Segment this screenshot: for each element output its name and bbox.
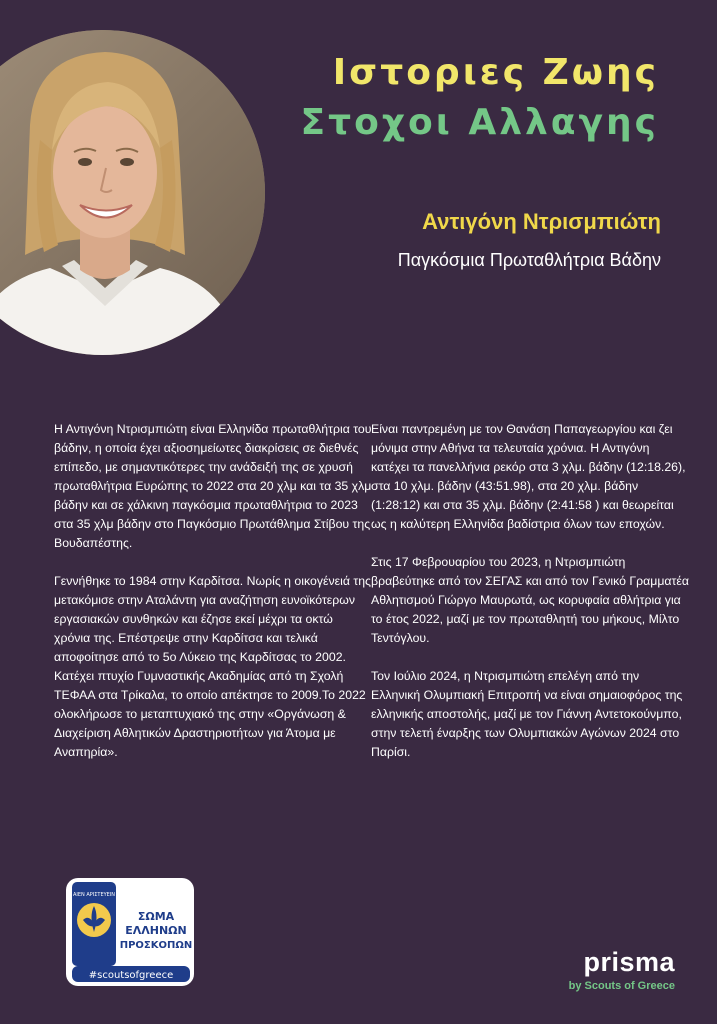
right-paragraph-2: Στις 17 Φεβρουαρίου του 2023, η Ντρισμπιώτη βραβεύτηκε από τον ΣΕΓΑΣ και από τον Γενικό Γραμματέα Αθλητισμού Γιώργο Μαυρωτά, ως κορυφαία αθλήτρια για το έτος 2022, μαζί με τον πρωταθλητή του μήκους, Μίλτο Τεντόγλου. xyxy=(371,555,689,645)
right-text-column xyxy=(371,420,689,781)
title-line-2: Στοχοι Αλλαγης xyxy=(300,102,659,143)
title-line-1: Ιστοριες Ζωης xyxy=(332,52,659,93)
scouts-of-greece-logo xyxy=(64,876,196,988)
right-paragraph-1: Είναι παντρεμένη με τον Θανάση Παπαγεωργίου και ζει μόνιμα στην Αθήνα τα τελευταία χρόνια. Η Αντιγόνη κατέχει τα πανελλήνια ρεκόρ στα 3 χλμ. βάδην (12:18.26), στα 10 χλμ. βάδην (43:51.98), στα 20 χλμ. βάδην (1:28:12) και στα 35 χλμ. βάδην (2:41:58 ) και θεωρείται ως η καλύτερη Ελληνίδα βαδίστρια όλων των εποχών. xyxy=(371,422,686,531)
left-text-column xyxy=(54,420,372,781)
scouts-text-3: ΠΡΟΣΚΟΠΩΝ xyxy=(119,940,193,951)
scouts-hashtag: #scoutsofgreece xyxy=(88,970,174,981)
right-paragraph-3: Τον Ιούλιο 2024, η Ντρισμπιώτη επελέγη από την Ελληνική Ολυμπιακή Επιτροπή να είναι σημαιοφόρος της ελληνικής αποστολής, μαζί με τον Γιάννη Αντετοκούνμπο, στην τελετή έναρξης των Ολυμπιακών Αγώνων 2024 στο Παρίσι. xyxy=(371,669,683,759)
portrait-photo xyxy=(0,30,265,355)
scouts-badge-text: ΑΙΕΝ ΑΡΙΣΤΕΥΕΙΝ xyxy=(72,892,116,898)
person-role: Παγκόσμια Πρωταθλήτρια Βάδην xyxy=(397,250,661,270)
person-name: Αντιγόνη Ντρισμπιώτη xyxy=(422,209,661,234)
scouts-text-2: ΕΛΛΗΝΩΝ xyxy=(125,924,187,937)
left-paragraph-1: Η Αντιγόνη Ντρισμπιώτη είναι Ελληνίδα πρωταθλήτρια του βάδην, η οποία έχει αξιοσημείωτες διακρίσεις σε διεθνές επίπεδο, με σημαντικότερες την ανάδειξή της σε χρυσή πρωταθλήτρια Ευρώπης το 2022 στα 20 χλμ και τα 35 χλμ βάδην και σε χάλκινη παγκόσμια πρωταθλήτρια το 2023 στα 35 χλμ βάδην στο Παγκόσμιο Πρωτάθλημα Στίβου της Βουδαπέστης. xyxy=(54,422,372,550)
prisma-tagline: by Scouts of Greece xyxy=(568,980,675,992)
portrait-illustration xyxy=(0,30,265,355)
prisma-logo xyxy=(569,948,675,992)
left-paragraph-2: Γεννήθηκε το 1984 στην Καρδίτσα. Νωρίς η οικογένειά της μετακόμισε στην Αταλάντη για αναζήτηση ευνοϊκότερων εργασιακών συνθηκών και έζησε εκεί μέχρι τα οκτώ χρόνια της. Επέστρεψε στην Καρδίτσα και τελικά αποφοίτησε από το 5ο Λύκειο της Καρδίτσας το 2002. Κατέχει πτυχίο Γυμναστικής Ακαδημίας από τη Σχολή ΤΕΦΑΑ στα Τρίκαλα, το οποίο απέκτησε το 2009.Το 2022 ολοκλήρωσε το μεταπτυχιακό της στην «Οργάνωση & Διαχείριση Αθλητικών Δραστηριοτήτων για Άτομα με Αναπηρία». xyxy=(54,574,371,759)
scouts-text-1: ΣΩΜΑ xyxy=(137,910,175,923)
prisma-wordmark: prisma xyxy=(583,947,675,977)
